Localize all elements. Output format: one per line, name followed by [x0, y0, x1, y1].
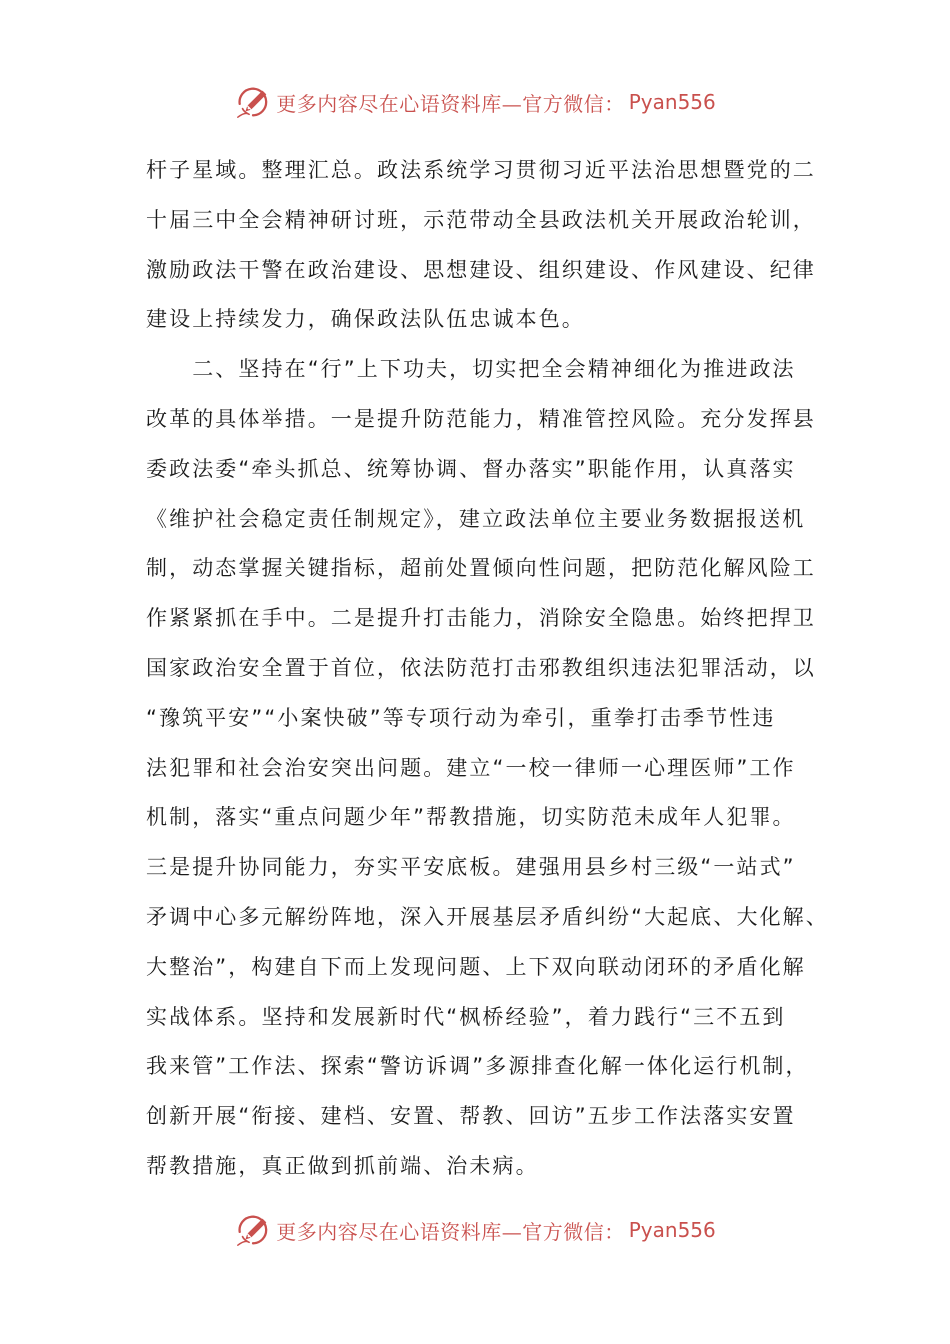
body-text-line: 矛调中心多元解纷阵地，深入开展基层矛盾纠纷“大起底、大化解、 [146, 904, 829, 929]
body-text-line: 实战体系。坚持和发展新时代“枫桥经验”，着力践行“三不五到 [146, 1004, 786, 1029]
body-text-line: 我来管”工作法、探索“警访诉调”多源排查化解一体化运行机制， [146, 1054, 809, 1079]
body-text-line: 国家政治安全置于首位，依法防范打击邪教组织违法犯罪活动，以 [146, 655, 816, 680]
body-text-line: 三是提升协同能力，夯实平安底板。建强用县乡村三级“一站式” [146, 855, 796, 880]
body-text-line: 建设上持续发力，确保政法队伍忠诚本色。 [146, 307, 585, 332]
body-text-line: 杆子星域。整理汇总。政法系统学习贯彻习近平法治思想暨党的二 [146, 158, 816, 182]
body-text-line: 大整治”，构建自下而上发现问题、上下双向联动闭环的矛盾化解 [146, 954, 806, 979]
body-text-line: 改革的具体举措。一是提升防范能力，精准管控风险。充分发挥县 [146, 406, 816, 431]
watermark-text: 更多内容尽在心语资料库—官方微信： [276, 91, 625, 116]
body-text-line: 创新开展“衔接、建档、安置、帮教、回访”五步工作法落实安置 [146, 1104, 796, 1129]
body-text-line: 法犯罪和社会治安突出问题。建立“一校一律师一心理医师”工作 [146, 755, 796, 780]
watermark-wechat-id: Pyan556 [628, 90, 716, 114]
body-text-line: 十届三中全会精神研讨班，示范带动全县政法机关开展政治轮训， [146, 207, 816, 232]
watermark-wechat-id: Pyan556 [628, 1218, 716, 1242]
body-text-line: 机制，落实“重点问题少年”帮教措施，切实防范未成年人犯罪。 [146, 805, 796, 830]
watermark-text: 更多内容尽在心语资料库—官方微信： [276, 1219, 625, 1244]
pen-nib-logo-icon [234, 1211, 272, 1249]
pen-nib-logo-icon [234, 83, 272, 121]
body-text-line: 《维护社会稳定责任制规定》，建立政法单位主要业务数据报送机 [146, 506, 806, 531]
body-text-line: 二、坚持在“行”上下功夫，切实把全会精神细化为推进政法 [146, 357, 796, 382]
footer-watermark [0, 1210, 950, 1250]
body-text-line: 帮教措施，真正做到抓前端、治未病。 [146, 1153, 539, 1178]
body-text-line: “豫筑平安”“小案快破”等专项行动为牵引，重拳打击季节性违 [146, 705, 776, 730]
document-body [146, 146, 829, 1192]
header-watermark [0, 82, 950, 122]
body-text-line: 制，动态掌握关键指标，超前处置倾向性问题，把防范化解风险工 [146, 556, 816, 581]
body-text-line: 委政法委“牵头抓总、统筹协调、督办落实”职能作用，认真落实 [146, 456, 796, 481]
body-text-line: 激励政法干警在政治建设、思想建设、组织建设、作风建设、纪律 [146, 257, 816, 282]
body-text-line: 作紧紧抓在手中。二是提升打击能力，消除安全隐患。始终把捍卫 [146, 606, 816, 631]
